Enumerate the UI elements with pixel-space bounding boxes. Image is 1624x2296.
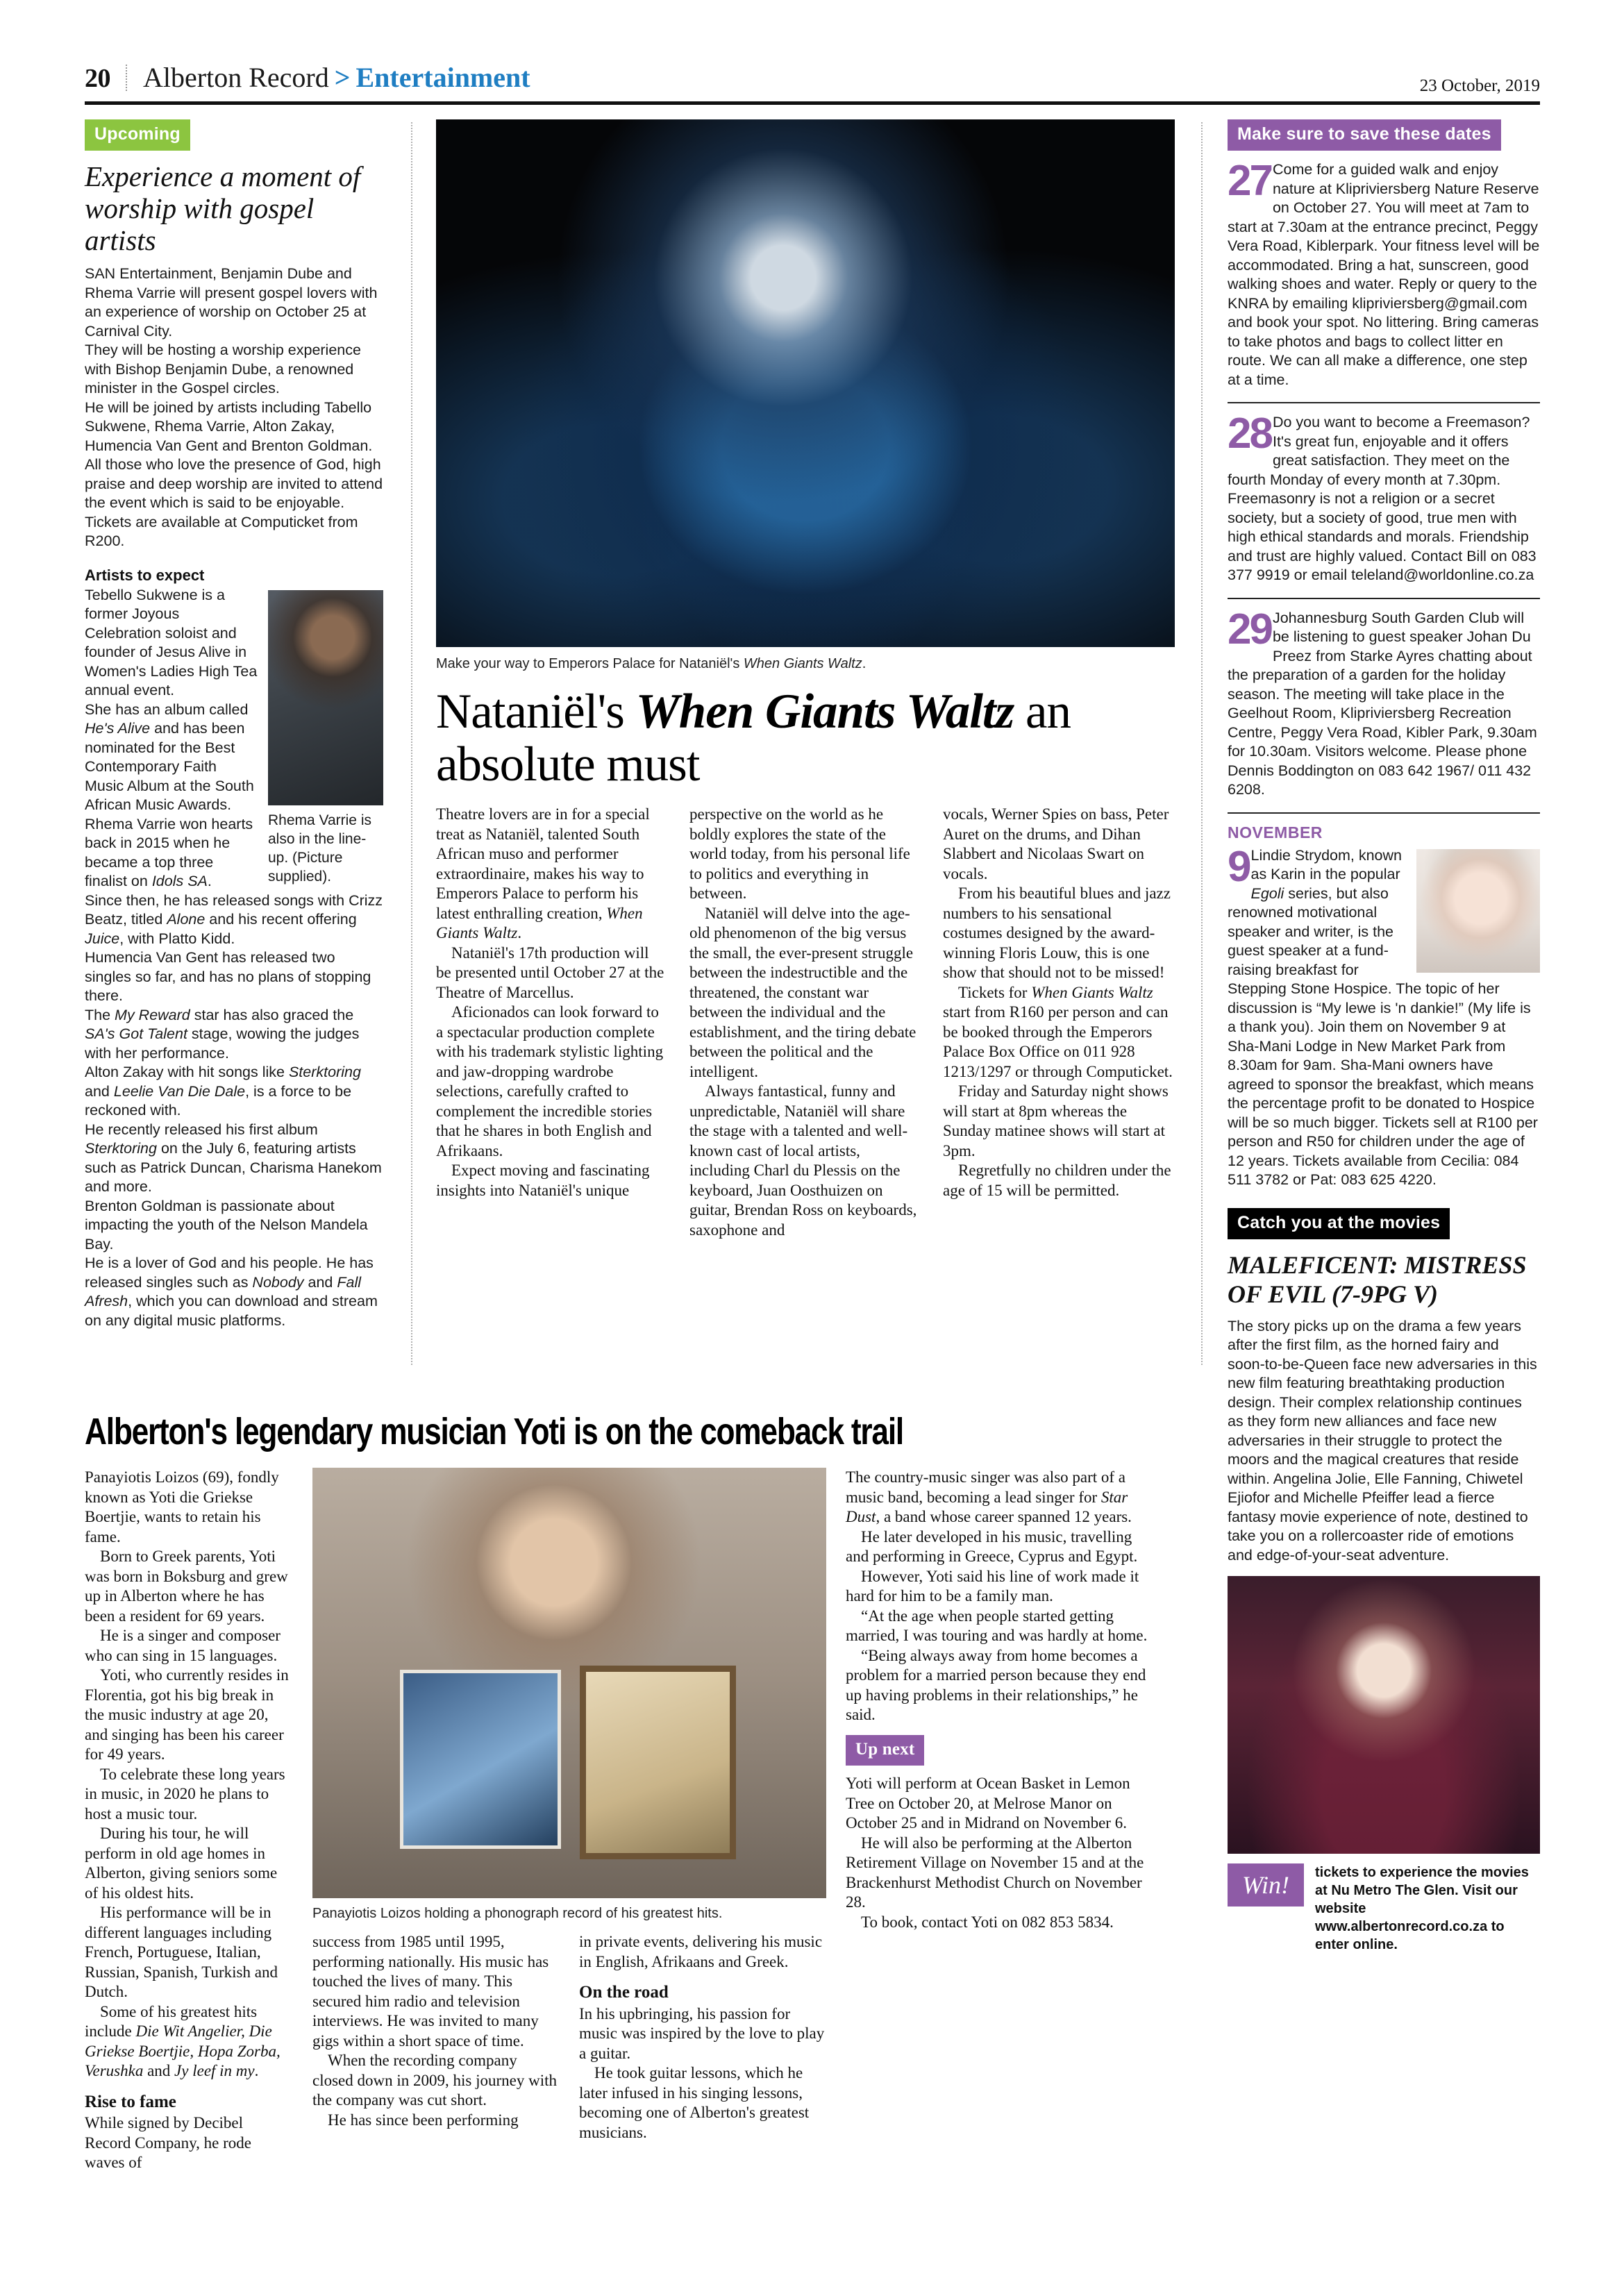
show-title-sas-got-talent: SA's Got Talent xyxy=(85,1025,187,1042)
feature-c3-p4: Friday and Saturday night shows will start at 8pm whereas the Sunday matinee shows will start at 3pm. xyxy=(943,1082,1169,1159)
left-column xyxy=(85,119,383,1330)
t: Tickets for xyxy=(958,983,1032,1001)
gospel-para-3: He will be joined by artists including Tabello Sukwene, Rhema Varrie, Alton Zakay, Humencia Van Gent and Brenton Goldman. xyxy=(85,399,373,454)
t: Make your way to Emperors Palace for Nataniël's xyxy=(436,656,744,671)
artists-para-1: Tebello Sukwene is a former Joyous Celebration soloist and founder of Jesus Alive in Women's Ladies High Tea annual event. xyxy=(85,586,258,698)
win-badge: Win! xyxy=(1228,1863,1304,1907)
album-title-sterktoring: Sterktoring xyxy=(85,1140,157,1157)
t: start from R160 per person and can be booked through the Emperors Palace Box Office on 011 928 1213/1297 or through Computicket. xyxy=(943,1003,1173,1080)
rhema-varrie-photo xyxy=(268,590,383,805)
artists-para-4 xyxy=(85,891,383,949)
yoti-article xyxy=(85,1411,1175,2173)
date-number-28: 28 xyxy=(1228,410,1271,458)
headline-show-title: When Giants Waltz xyxy=(635,685,1014,739)
feature-col-2 xyxy=(689,805,921,1240)
gospel-para-2: They will be hosting a worship experience with Bishop Benjamin Dube, a renowned minister in the Gospel circles. xyxy=(85,342,361,396)
t: stage, wowing the judges with her performance. xyxy=(85,1025,360,1062)
yoti-c2-p2: When the recording company closed down in 2009, his journey with the company was cut short. xyxy=(312,2052,557,2109)
yoti-col-2a xyxy=(312,1932,560,2143)
t: an absolute must xyxy=(436,685,1071,791)
month-label-november: NOVEMBER xyxy=(1228,823,1323,841)
feature-c3-p1: vocals, Werner Spies on bass, Peter Auret on the drums, and Dihan Slabbert and Nicolaas Swart on vocals. xyxy=(943,805,1169,882)
t: The country-music singer was also part of a music band, becoming a lead singer for xyxy=(846,1468,1126,1506)
t: and has been nominated for the Best Contemporary Faith Music Album at the South African Music Awards. xyxy=(85,720,254,813)
yoti-c1-p6: During his tour, he will perform in old age homes in Alberton, giving seniors some of his oldest hits. xyxy=(85,1825,278,1902)
yoti-c1-p3: He is a singer and composer who can sing in 15 languages. xyxy=(85,1627,281,1664)
song-title-alone: Alone xyxy=(167,911,206,928)
yoti-c2b-p2: In his upbringing, his passion for music was inspired by the love to play a guitar. xyxy=(579,2004,825,2062)
yoti-subhead-on-the-road: On the road xyxy=(579,1983,669,2002)
yoti-c3-p1 xyxy=(846,1468,1151,1527)
yoti-c2-p3: He has since been performing xyxy=(328,2111,519,2129)
date-number-29: 29 xyxy=(1228,605,1271,653)
yoti-col-2 xyxy=(312,1468,826,2173)
sidebar-divider-1 xyxy=(1228,402,1540,403)
publication-title: Alberton Record xyxy=(143,62,329,93)
yoti-col-3 xyxy=(846,1468,1151,2173)
t: on the July 6, featuring artists such as Patrick Duncan, Charisma Hanekom and more. xyxy=(85,1140,382,1195)
show-title: When Giants Waltz xyxy=(1031,983,1153,1001)
series-title-egoli: Egoli xyxy=(1250,885,1284,902)
t: , a band whose career spanned 12 years. xyxy=(876,1508,1132,1525)
yoti-c1-p5: To celebrate these long years in music, in 2020 he plans to host a music tour. xyxy=(85,1765,285,1822)
yoti-portrait-photo xyxy=(312,1468,826,1898)
t: He recently released his first album xyxy=(85,1121,318,1138)
t: Nataniël's xyxy=(436,685,636,739)
t: and xyxy=(85,1082,114,1100)
feature-c1-p4: Expect moving and fascinating insights into Nataniël's unique xyxy=(436,1162,650,1199)
t: , is a force to be reckoned with. xyxy=(85,1082,352,1118)
t: . xyxy=(207,873,212,889)
date-text-27: Come for a guided walk and enjoy nature at Klipriviersberg Nature Reserve on October 27. You will meet at 7am to start at 7.30am at the entrance precinct, Peggy Vera Road, Kiblerpark. Your fitness level will be accommodated. Bring a hat, sunscreen, good walking shoes and water. Reply or query to the KNRA by emailing klipriviersberg@gmail.com and book your spot. No littering. Bring cameras to take photos and bags to collect litter en route. We can all make a difference, one step at a time. xyxy=(1228,161,1540,388)
date-text-28: Do you want to become a Freemason? It's great fun, enjoyable and it offers great satisfaction. They meet on the fourth Monday of every month at 7.30pm. Freemasonry is not a religion or a secret society, but a society of good, true men with high ethical standards and morals. Friendship and trust are highly valued. Contact Bill on 083 377 9919 or email teleland@worldonline.co.za xyxy=(1228,414,1537,583)
masthead-rule xyxy=(85,101,1540,105)
t: and xyxy=(303,1273,337,1291)
t: Theatre lovers are in for a special treat as Nataniël, talented South African muso and performer extraordinaire, makes his way to Emperors Palace to perform his latest enthralling creation, xyxy=(436,805,650,922)
date-entry-27 xyxy=(1228,157,1540,389)
masthead-divider xyxy=(126,65,128,91)
song-title-juice: Juice xyxy=(85,930,120,947)
feature-c3-p3 xyxy=(943,983,1174,1082)
yoti-subhead-rise-to-fame: Rise to fame xyxy=(85,2092,176,2111)
feature-col-3 xyxy=(943,805,1174,1240)
maleficent-poster-photo xyxy=(1228,1576,1540,1854)
issue-date: 23 October, 2019 xyxy=(1419,76,1540,95)
date-text-nov-9-b: series, but also renowned motivational speaker and writer, is the guest speaker at a fund-raising breakfast for Stepping Stone Hospice. The topic of her discussion is “My lewe is 'n dankie!” (My life is a thank you). Join them on November 9 at Sha-Mani Lodge in New Market Park from 8.30am for 9am. Sha-Mani owners have agreed to sponsor the breakfast, which means the percentage profit to be donated to Hospice will be so much bigger. Tickets sell at R100 per person and R50 for children under the age of 12 years. Tickets available from Cecilia: 084 511 3782 or Pat: 083 625 4220. xyxy=(1228,885,1538,1188)
date-entry-nov-9 xyxy=(1228,842,1540,1190)
kicker-save-dates: Make sure to save these dates xyxy=(1228,119,1501,151)
yoti-c3-p4: “At the age when people started getting married, I was touring and was hardly at home. xyxy=(846,1607,1148,1644)
artists-para-9: Brenton Goldman is passionate about impacting the youth of the Nelson Mandela Bay. xyxy=(85,1197,368,1252)
yoti-c3-p6: Yoti will perform at Ocean Basket in Lemon Tree on October 20, at Melrose Manor on October 25 and in Midrand on November 6. xyxy=(846,1775,1130,1832)
yoti-c3-p5: “Being always away from home becomes a problem for a married person because they end up having problems in their relationships,” he said. xyxy=(846,1646,1146,1723)
kicker-up-next: Up next xyxy=(846,1735,924,1766)
yoti-c1-p9: While signed by Decibel Record Company, he rode waves of xyxy=(85,2114,251,2171)
yoti-c1-p4: Yoti, who currently resides in Florentia, got his big break in the music industry at age 20, and singing has been his career for 49 years. xyxy=(85,1666,289,1763)
yoti-c1-p7: His performance will be in different languages including French, Portuguese, Italian, Russian, Spanish, Turkish and Dutch. xyxy=(85,1904,278,2000)
yoti-c2b-p3: He took guitar lessons, which he later infused in his singing lessons, becoming one of Alberton's greatest musicians. xyxy=(579,2064,810,2141)
t: He is a lover of God and his people. He has released singles such as xyxy=(85,1255,374,1291)
show-title: When Giants Waltz xyxy=(436,904,643,941)
artists-para-10 xyxy=(85,1254,383,1330)
nataniel-photo-caption xyxy=(436,655,1175,673)
feature-c2-p2: Nataniël will delve into the age-old phenomenon of the big versus the small, the ever-present struggle between the indestructible and the threatened, the constant war between the individual and the establishment, and the tiring debate between the political and the intelligent. xyxy=(689,904,916,1080)
date-entry-28 xyxy=(1228,410,1540,585)
chevron-right-icon: > xyxy=(334,62,351,93)
yoti-col-1 xyxy=(85,1468,293,2173)
song-titles-list: Die Wit Angelier, Die Griekse Boertjie, Hopa Zorba, Verushka xyxy=(85,2022,281,2079)
song-title-jy-leef-in-my: Jy leef in my xyxy=(174,2062,255,2079)
feature-c2-p1: perspective on the world as he boldly explores the state of the world today, from his personal life to politics and everything in between. xyxy=(689,805,910,902)
single-title-nobody: Nobody xyxy=(252,1273,304,1291)
gospel-headline: Experience a moment of worship with gospel artists xyxy=(85,160,361,256)
t: , which you can download and stream on any digital music platforms. xyxy=(85,1293,378,1329)
song-title-sterktoring: Sterktoring xyxy=(288,1064,361,1080)
feature-c2-p3: Always fantastical, funny and unpredictable, Nataniël will share the stage with a talented and well-known cast of local artists, including Charl du Plessis on the keyboard, Juan Oosthuizen on guitar, Brendan Ross on keyboards, saxophone and xyxy=(689,1082,917,1239)
artists-subhead: Artists to expect xyxy=(85,566,205,584)
yoti-c3-p7: He will also be performing at the Alberton Retirement Village on November 15 and at the Brackenhurst Methodist Church on November 28. xyxy=(846,1834,1144,1911)
t: , with Platto Kidd. xyxy=(119,930,235,947)
yoti-c2-p1: success from 1985 until 1995, performing nationally. His music has touched the lives of many. This secured him radio and television interviews. He was invited to many gigs within a short space of time. xyxy=(312,1933,549,2050)
artists-para-5: Humencia Van Gent has released two singles so far, and has no plans of stopping there. xyxy=(85,949,371,1004)
gospel-para-4: All those who love the presence of God, high praise and deep worship are invited to attend the event which is said to be enjoyable. xyxy=(85,456,383,511)
movie-title: MALEFICENT: MISTRESS OF EVIL (7-9PG V) xyxy=(1228,1250,1527,1308)
feature-col-1 xyxy=(436,805,667,1240)
feature-c1-p1 xyxy=(436,805,667,944)
t: . xyxy=(254,2062,259,2079)
sidebar-divider-2 xyxy=(1228,598,1540,599)
feature-c3-p2: From his beautiful blues and jazz numbers to his sensational costumes designed by the award-winning Floris Louw, this is one show that should not to be missed! xyxy=(943,885,1171,981)
win-text: tickets to experience the movies at Nu Metro The Glen. Visit our website www.albertonrecord.co.za to enter online. xyxy=(1315,1865,1529,1952)
gospel-body xyxy=(85,265,383,551)
song-title-leelie: Leelie Van Die Dale xyxy=(113,1082,246,1100)
date-text-nov-9-a: Lindie Strydom, known as Karin in the popular xyxy=(1250,846,1402,882)
yoti-c1-p2: Born to Greek parents, Yoti was born in Boksburg and grew up in Alberton where he has been a resident for 69 years. xyxy=(85,1548,288,1625)
t: and xyxy=(143,2062,175,2079)
yoti-c1-p1: Panayiotis Loizos (69), fondly known as Yoti die Griekse Boertjie, wants to retain his fame. xyxy=(85,1468,279,1545)
t: star has also graced the xyxy=(190,1006,354,1023)
yoti-col-2b xyxy=(579,1932,826,2143)
date-number-9: 9 xyxy=(1228,842,1250,891)
date-entry-29 xyxy=(1228,605,1540,800)
movie-synopsis: The story picks up on the drama a few years after the first film, as the horned fairy and soon-to-be-Queen face new adversaries in this new film featuring breathtaking production design. Their complex relationship continues as they form new alliances and face new adversaries in their struggle to protect the moors and the magical creatures that reside within. Angelina Jolie, Elle Fanning, Chiwetel Ejiofor and Michelle Pfeiffer lead a fierce fantasy movie experience of note, destined to take you on a rollercoaster ride of emotions and edge-of-your-seat adventure. xyxy=(1228,1317,1537,1564)
yoti-photo-caption: Panayiotis Loizos holding a phonograph record of his greatest hits. xyxy=(312,1906,723,1921)
yoti-columns xyxy=(85,1468,1175,2173)
column-rule-1 xyxy=(411,122,412,1365)
artists-para-8 xyxy=(85,1121,383,1197)
show-title-when-giants-waltz: When Giants Waltz xyxy=(743,656,862,671)
feature-c1-p2: Nataniël's 17th production will be presented until October 27 at the Theatre of Marcellus. xyxy=(436,944,664,1001)
date-text-29: Johannesburg South Garden Club will be listening to guest speaker Johan Du Preez from Starke Ayres chatting about the preparation of a garden for the holiday season. The meeting will take place in the Geelhout Room, Klipriviersberg Recreation Centre, Peggy Vera Road, Kibler Park, 9.30am for 10.30am. Visitors welcome. Please phone Dennis Boddington on 083 642 1967/ 011 432 6208. xyxy=(1228,609,1537,798)
feature-c3-p5: Regretfully no children under the age of 15 will be permitted. xyxy=(943,1162,1171,1199)
band-name-star-dust: Star Dust xyxy=(846,1488,1128,1525)
t: . xyxy=(517,924,522,941)
song-title-my-reward: My Reward xyxy=(115,1006,190,1023)
page-number: 20 xyxy=(85,64,110,93)
yoti-c2b-p1: in private events, delivering his music in English, Afrikaans and Greek. xyxy=(579,1933,823,1970)
yoti-headline: Alberton's legendary musician Yoti is on the comeback trail xyxy=(85,1411,903,1452)
t: Rhema Varrie won hearts back in 2015 when he became a top three finalist on xyxy=(85,815,253,889)
artists-para-6 xyxy=(85,1006,383,1064)
section-title: Entertainment xyxy=(355,62,530,93)
rhema-figure xyxy=(268,590,383,886)
album-title-hes-alive: He's Alive xyxy=(85,720,151,737)
t: Some of his greatest hits include xyxy=(85,2002,258,2040)
yoti-c3-p8: To book, contact Yoti on 082 853 5834. xyxy=(861,1913,1114,1931)
single-title-fall-afresh: Fall Afresh xyxy=(85,1273,362,1309)
lindie-strydom-photo xyxy=(1416,849,1540,973)
feature-article xyxy=(436,119,1175,1240)
t: and his recent offering xyxy=(205,911,357,928)
win-promo[interactable] xyxy=(1228,1863,1540,1954)
kicker-upcoming: Upcoming xyxy=(85,119,190,151)
kicker-movies: Catch you at the movies xyxy=(1228,1208,1450,1239)
gospel-para-5: Tickets are available at Computicket from R200. xyxy=(85,513,358,549)
gospel-para-1: SAN Entertainment, Benjamin Dube and Rhema Varrie will present gospel lovers with an experience of worship on October 25 at Carnival City. xyxy=(85,265,378,340)
yoti-c3-p3: However, Yoti said his line of work made it hard for him to be a family man. xyxy=(846,1567,1139,1604)
yoti-c3-p2: He later developed in his music, travelling and performing in Greece, Cyprus and Egypt. xyxy=(846,1527,1138,1565)
t: She has an album called xyxy=(85,701,249,718)
t: The xyxy=(85,1006,115,1023)
column-rule-2 xyxy=(1201,122,1203,1365)
t: Alton Zakay with hit songs like xyxy=(85,1064,289,1080)
artists-para-7 xyxy=(85,1063,383,1121)
sidebar-divider-3 xyxy=(1228,812,1540,814)
t: . xyxy=(862,656,867,671)
yoti-subcolumns xyxy=(312,1932,826,2143)
masthead xyxy=(85,61,1540,104)
sidebar xyxy=(1228,119,1540,1954)
feature-body-columns xyxy=(436,805,1175,1240)
t: Since then, he has released songs with Crizz Beatz, titled xyxy=(85,891,383,928)
yoti-c1-p8 xyxy=(85,2002,293,2081)
show-title-idols-sa: Idols SA xyxy=(151,873,208,889)
date-number-27: 27 xyxy=(1228,157,1271,205)
rhema-caption: Rhema Varrie is also in the line-up. (Picture supplied). xyxy=(268,812,371,885)
feature-headline xyxy=(436,685,1175,791)
feature-c1-p3: Aficionados can look forward to a spectacular production complete with his trademark stylistic lighting and jaw-dropping wardrobe selections, carefully crafted to complement the incredible stories that he shares in both English and Afrikaans. xyxy=(436,1003,664,1159)
nataniel-stage-photo xyxy=(436,119,1175,647)
